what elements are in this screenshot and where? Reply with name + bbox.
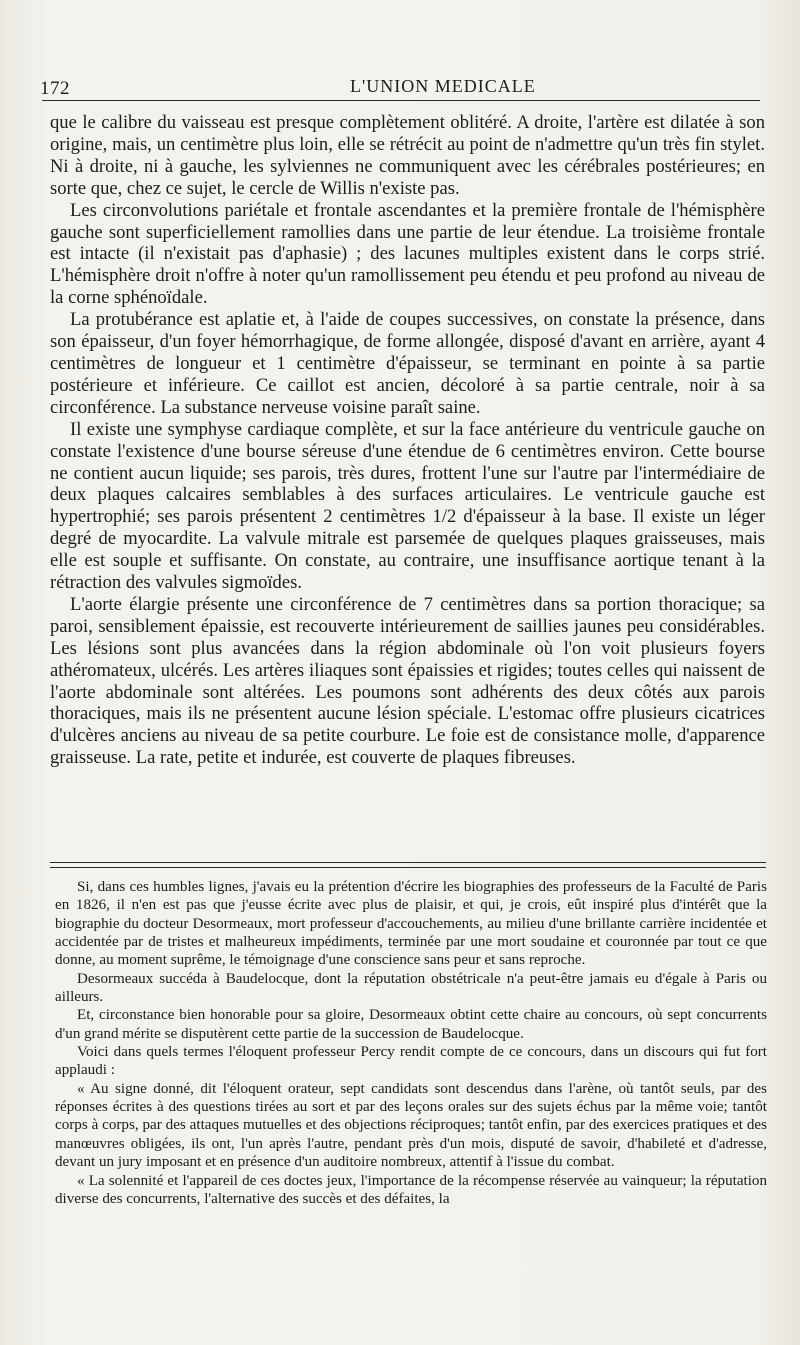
feuilleton-paragraph: Desormeaux succéda à Baudelocque, dont la réputation obstétricale n'a peut-être jamais eu d'égale à Paris ou ailleurs.	[55, 970, 767, 1006]
article-paragraph: L'aorte élargie présente une circonférence de 7 centimètres dans sa portion thoracique; sa paroi, sensiblement épaissie, est recouverte intérieurement de saillies jaunes peu considérables. Les lésions sont plus avancées dans la région abdominale où l'on voit plusieurs foyers athéromateux, ulcérés. Les artères iliaques sont épaissies et rigides; toutes celles qui naissent de l'aorte abdominale sont altérées. Les poumons sont adhérents des deux côtés aux parois thoraciques, mais ils ne présentent aucune lésion spéciale. L'estomac offre plusieurs cicatrices d'ulcères anciens au niveau de sa petite courbure. Le foie est de consistance molle, d'apparence graisseuse. La rate, petite et indurée, est couverte de plaques fibreuses.	[50, 593, 765, 769]
article-paragraph: La protubérance est aplatie et, à l'aide de coupes successives, on constate la présence, dans son épaisseur, d'un foyer hémorrhagique, de forme allongée, disposé d'avant en arrière, ayant 4 centimètres de longueur et 1 centimètre d'épaisseur, se terminant en pointe à sa partie postérieure et inférieure. Ce caillot est ancien, décoloré à sa partie centrale, noir à sa circonférence. La substance nerveuse voisine paraît saine.	[50, 309, 765, 418]
running-head	[40, 72, 770, 98]
header-rule	[42, 100, 760, 101]
feuilleton-paragraph: « Au signe donné, dit l'éloquent orateur, sept candidats sont descendus dans l'arène, où tantôt seuls, par des réponses écrites à des questions tirées au sort et par des leçons orales sur des sujets échus par la même voie; tantôt corps à corps, par des attaques mutuelles et des objections réciproques; tantôt enfin, par des exercices pratiques et des manœuvres obligées, ils ont, l'un après l'autre, pendant près d'un mois, disputé de savoir, d'habileté et d'adresse, devant un jury imposant et en présence d'un auditoire nombreux, attentif à l'issue du combat.	[55, 1080, 767, 1171]
feuilleton-paragraph: « La solennité et l'appareil de ces doctes jeux, l'importance de la récompense réservée au vainqueur; la réputation diverse des concurrents, l'alternative des succès et des défaites, la	[55, 1172, 767, 1207]
article-paragraph: que le calibre du vaisseau est presque complètement oblitéré. A droite, l'artère est dilatée à son origine, mais, un centimètre plus loin, elle se rétrécit au point de n'admettre qu'un très fin stylet. Ni à droite, ni à gauche, les sylviennes ne communiquent avec les cérébrales postérieures; en sorte que, chez ce sujet, le cercle de Willis n'existe pas.	[50, 112, 765, 199]
feuilleton-separator	[50, 862, 766, 868]
article-paragraph: Il existe une symphyse cardiaque complète, et sur la face antérieure du ventricule gauche on constate l'existence d'une bourse séreuse d'une étendue de 6 centimètres environ. Cette bourse ne contient aucun liquide; ses parois, très dures, frottent l'une sur l'autre par l'intermédiaire de deux plaques calcaires semblables à des surfaces articulaires. Le ventricule gauche est hypertrophié; ses parois présentent 2 centimètres 1/2 d'épaisseur à la base. Il existe un léger degré de myocardite. La valvule mitrale est parsemée de quelques plaques graisseuses, mais elle est souple et suffisante. On constate, au contraire, une insuffisance aortique tenant à la rétraction des valvules sigmoïdes.	[50, 418, 765, 594]
journal-title: L'UNION MEDICALE	[350, 76, 536, 96]
article-body	[50, 112, 765, 769]
article-paragraph: Les circonvolutions pariétale et frontale ascendantes et la première frontale de l'hémisphère gauche sont superficiellement ramollies dans une partie de leur étendue. La troisième frontale est intacte (il n'existait pas d'aphasie) ; des lacunes multiples existent dans le corps strié. L'hémisphère droit n'offre à noter qu'un ramollissement peu étendu et peu profond au niveau de la corne sphénoïdale.	[50, 199, 765, 309]
feuilleton-paragraph: Et, circonstance bien honorable pour sa gloire, Desormeaux obtint cette chaire au concours, où sept concurrents d'un grand mérite se disputèrent cette partie de la succession de Baudelocque.	[55, 1007, 767, 1042]
feuilleton-text	[55, 878, 767, 1208]
feuilleton-paragraph: Voici dans quels termes l'éloquent professeur Percy rendit compte de ce concours, dans un discours qui fut fort applaudi :	[55, 1044, 767, 1079]
page-number: 172	[40, 78, 70, 99]
feuilleton-paragraph: Si, dans ces humbles lignes, j'avais eu la prétention d'écrire les biographies des professeurs de la Faculté de Paris en 1826, il n'en est pas que j'eusse écrite avec plus de plaisir, et qui, je crois, eût inspiré plus d'intérêt que la biographie du docteur Desormeaux, mort professeur d'accouchements, au milieu d'une brillante carrière incidentée et accidentée par de tristes et malheureux impédiments, terminée par une mort soudaine et couronnée par tout ce que donne, au moment suprême, le témoignage d'une conscience sans peur et sans reproche.	[55, 879, 767, 969]
